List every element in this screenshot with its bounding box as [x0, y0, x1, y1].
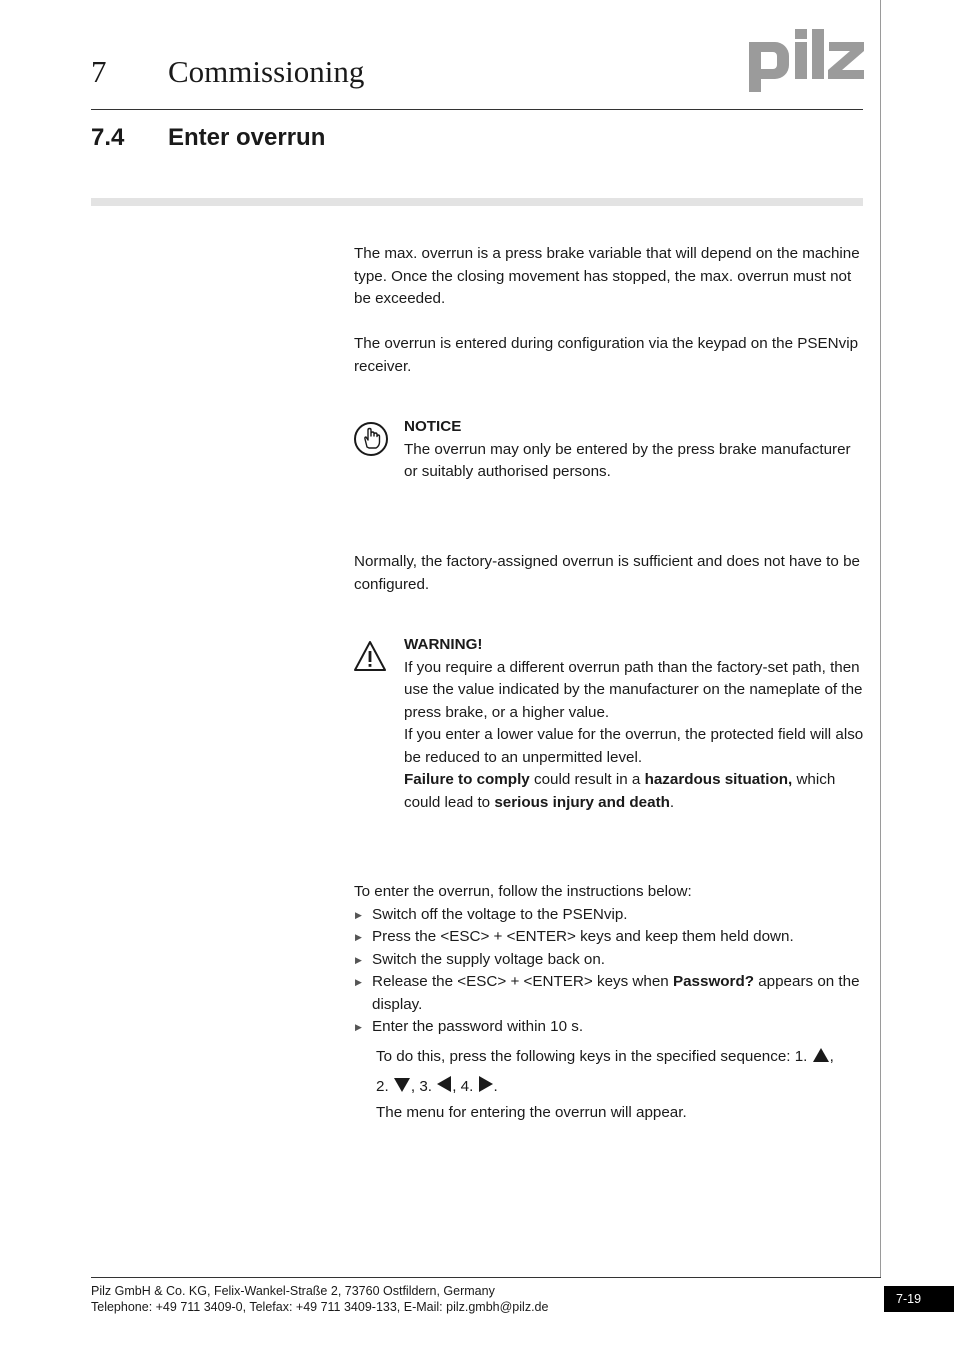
instruction-step [354, 971, 864, 1016]
instruction-step [354, 904, 864, 927]
instruction-step [354, 926, 864, 949]
paragraph-keypad [354, 333, 864, 378]
password-prompt: Password? [672, 973, 754, 990]
footer-contact: Telephone: +49 711 3409-0, Telefax: +49 711 3409-133, E-Mail: pilz.gmbh@pilz.de [91, 1300, 549, 1314]
paragraph-text: The overrun is entered during configuration via the keypad on the PSENvip receiver. [354, 335, 859, 375]
hand-notice-icon [353, 421, 389, 457]
paragraph-factory [354, 551, 864, 596]
right-arrow-key-icon [478, 1075, 494, 1093]
bullet-arrow-icon: ▶ [355, 909, 362, 920]
sequence-number: 2. [376, 1078, 393, 1095]
right-margin-line [880, 0, 881, 1278]
warning-heading: WARNING! [404, 636, 483, 653]
step-text: Release the <ESC> + <ENTER> keys when [372, 973, 673, 990]
chapter-title: Commissioning [168, 54, 365, 89]
sequence-separator: , [829, 1048, 834, 1065]
section-title: Enter overrun [168, 124, 326, 151]
chapter-number: 7 [91, 54, 107, 89]
step-text: Switch off the voltage to the PSENvip. [372, 905, 628, 923]
paragraph-intro [354, 243, 864, 311]
step-text: Press the <ESC> + <ENTER> keys and keep them held down. [372, 928, 794, 945]
sequence-end: . [493, 1078, 498, 1095]
result-text: The menu for entering the overrun will appear. [376, 1104, 687, 1121]
hazard-bold: hazardous situation, [644, 771, 793, 788]
section-number: 7.4 [91, 124, 125, 151]
sequence-line [376, 1042, 866, 1102]
warning-text-2: If you enter a lower value for the overrun, the protected field will also be reduced to an unpermitted level. [404, 726, 864, 766]
which-text: which could lead to [404, 771, 836, 811]
warning-block [404, 634, 864, 814]
bullet-arrow-icon: ▶ [355, 932, 362, 942]
password-sequence [376, 1042, 866, 1124]
step-text: Switch the supply voltage back on. [372, 950, 606, 968]
notice-block [404, 416, 864, 484]
step-text: Enter the password within 10 s. [372, 1018, 584, 1035]
instruction-intro: To enter the overrun, follow the instructions below: [354, 883, 692, 900]
failure-mid: could result in a [529, 771, 645, 788]
paragraph-text: The max. overrun is a press brake variable that will depend on the machine type. Once the closing movement has stopped, the max. overrun must not be exceeded. [354, 245, 860, 307]
sequence-separator: , 3. [410, 1078, 437, 1095]
pilz-logo [748, 28, 866, 94]
footer-address: Pilz GmbH & Co. KG, Felix-Wankel-Straße 2, 73760 Ostfildern, Germany [91, 1284, 495, 1298]
bullet-arrow-icon: ▶ [355, 977, 362, 987]
notice-text: The overrun may only be entered by the press brake manufacturer or suitably authorised persons. [404, 440, 851, 480]
section-divider-bar [91, 198, 863, 206]
end-text: . [669, 793, 675, 811]
warning-text-1: If you require a different overrun path than the factory-set path, then use the value indicated by the manufacturer on the nameplate of the press brake, or a higher value. [404, 658, 863, 721]
footer [91, 1283, 548, 1315]
bullet-arrow-icon: ▶ [355, 1022, 362, 1032]
page-number: 7-19 [884, 1286, 954, 1312]
up-arrow-key-icon [812, 1047, 830, 1063]
warning-triangle-icon [353, 639, 387, 673]
failure-bold: Failure to comply [404, 771, 530, 788]
warning-consequence [404, 769, 864, 814]
sequence-intro: To do this, press the following keys in the specified sequence: 1. [376, 1048, 812, 1065]
footer-rule [91, 1277, 881, 1278]
sequence-separator: , 4. [452, 1078, 478, 1095]
left-arrow-key-icon [436, 1075, 452, 1093]
step-text: appears on the display. [372, 973, 860, 1013]
instruction-step [354, 1016, 864, 1039]
bullet-arrow-icon: ▶ [355, 954, 362, 965]
instruction-step [354, 949, 864, 972]
notice-heading: NOTICE [404, 418, 462, 435]
injury-bold: serious injury and death [494, 793, 670, 811]
paragraph-text: Normally, the factory-assigned overrun is sufficient and does not have to be configured. [354, 553, 860, 593]
header-rule [91, 109, 863, 110]
down-arrow-key-icon [393, 1077, 411, 1093]
instruction-list [354, 881, 864, 1039]
